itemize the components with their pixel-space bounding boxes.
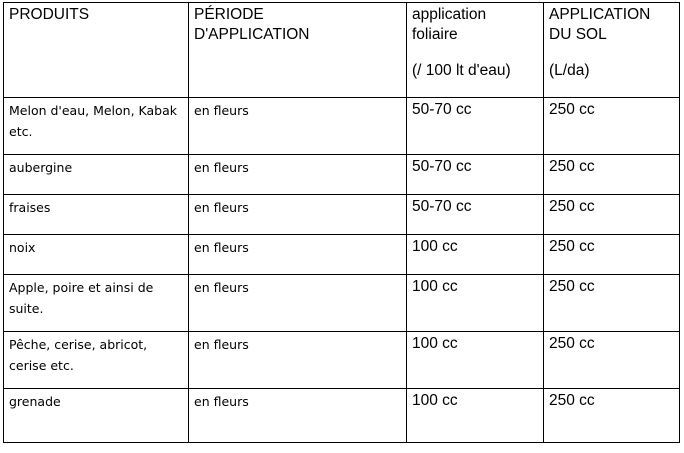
table-row	[4, 195, 680, 235]
foliar-dose-cell: 50-70 cc	[407, 98, 544, 155]
period-cell: en fleurs	[189, 235, 407, 275]
foliar-dose-cell: 100 cc	[407, 389, 544, 443]
period-cell: en fleurs	[189, 332, 407, 389]
soil-dose-cell: 250 cc	[544, 275, 680, 332]
header-foliar	[407, 3, 544, 98]
table-row	[4, 389, 680, 443]
product-cell: Melon d'eau, Melon, Kabak etc.	[4, 98, 189, 155]
table-row	[4, 332, 680, 389]
period-cell: en fleurs	[189, 275, 407, 332]
table-header-row	[4, 3, 680, 98]
header-soil-line-2: DU SOL	[549, 26, 607, 43]
foliar-dose-cell: 100 cc	[407, 275, 544, 332]
foliar-dose-cell: 50-70 cc	[407, 195, 544, 235]
header-period-line-1: PÉRIODE	[194, 6, 264, 23]
table-row	[4, 235, 680, 275]
period-cell: en fleurs	[189, 155, 407, 195]
header-period	[189, 3, 407, 98]
header-foliar-unit: (/ 100 lt d'eau)	[412, 62, 511, 79]
header-foliar-line-2: foliaire	[412, 26, 458, 43]
table-row	[4, 155, 680, 195]
product-cell: grenade	[4, 389, 189, 443]
product-cell: Apple, poire et ainsi de suite.	[4, 275, 189, 332]
soil-dose-cell: 250 cc	[544, 155, 680, 195]
header-products	[4, 3, 189, 98]
header-soil-line-1: APPLICATION	[549, 6, 651, 23]
header-soil-unit: (L/da)	[549, 62, 590, 79]
header-foliar-line-1: application	[412, 6, 487, 23]
foliar-dose-cell: 50-70 cc	[407, 155, 544, 195]
header-period-line-2: D'APPLICATION	[194, 26, 310, 43]
soil-dose-cell: 250 cc	[544, 235, 680, 275]
product-cell: aubergine	[4, 155, 189, 195]
product-cell: Pêche, cerise, abricot, cerise etc.	[4, 332, 189, 389]
table-row	[4, 275, 680, 332]
period-cell: en fleurs	[189, 195, 407, 235]
table-row	[4, 98, 680, 155]
dosage-table	[3, 2, 680, 443]
header-products-label: PRODUITS	[9, 6, 90, 23]
product-cell: fraises	[4, 195, 189, 235]
foliar-dose-cell: 100 cc	[407, 235, 544, 275]
soil-dose-cell: 250 cc	[544, 195, 680, 235]
period-cell: en fleurs	[189, 389, 407, 443]
header-soil	[544, 3, 680, 98]
period-cell: en fleurs	[189, 98, 407, 155]
soil-dose-cell: 250 cc	[544, 332, 680, 389]
soil-dose-cell: 250 cc	[544, 389, 680, 443]
foliar-dose-cell: 100 cc	[407, 332, 544, 389]
product-cell: noix	[4, 235, 189, 275]
soil-dose-cell: 250 cc	[544, 98, 680, 155]
